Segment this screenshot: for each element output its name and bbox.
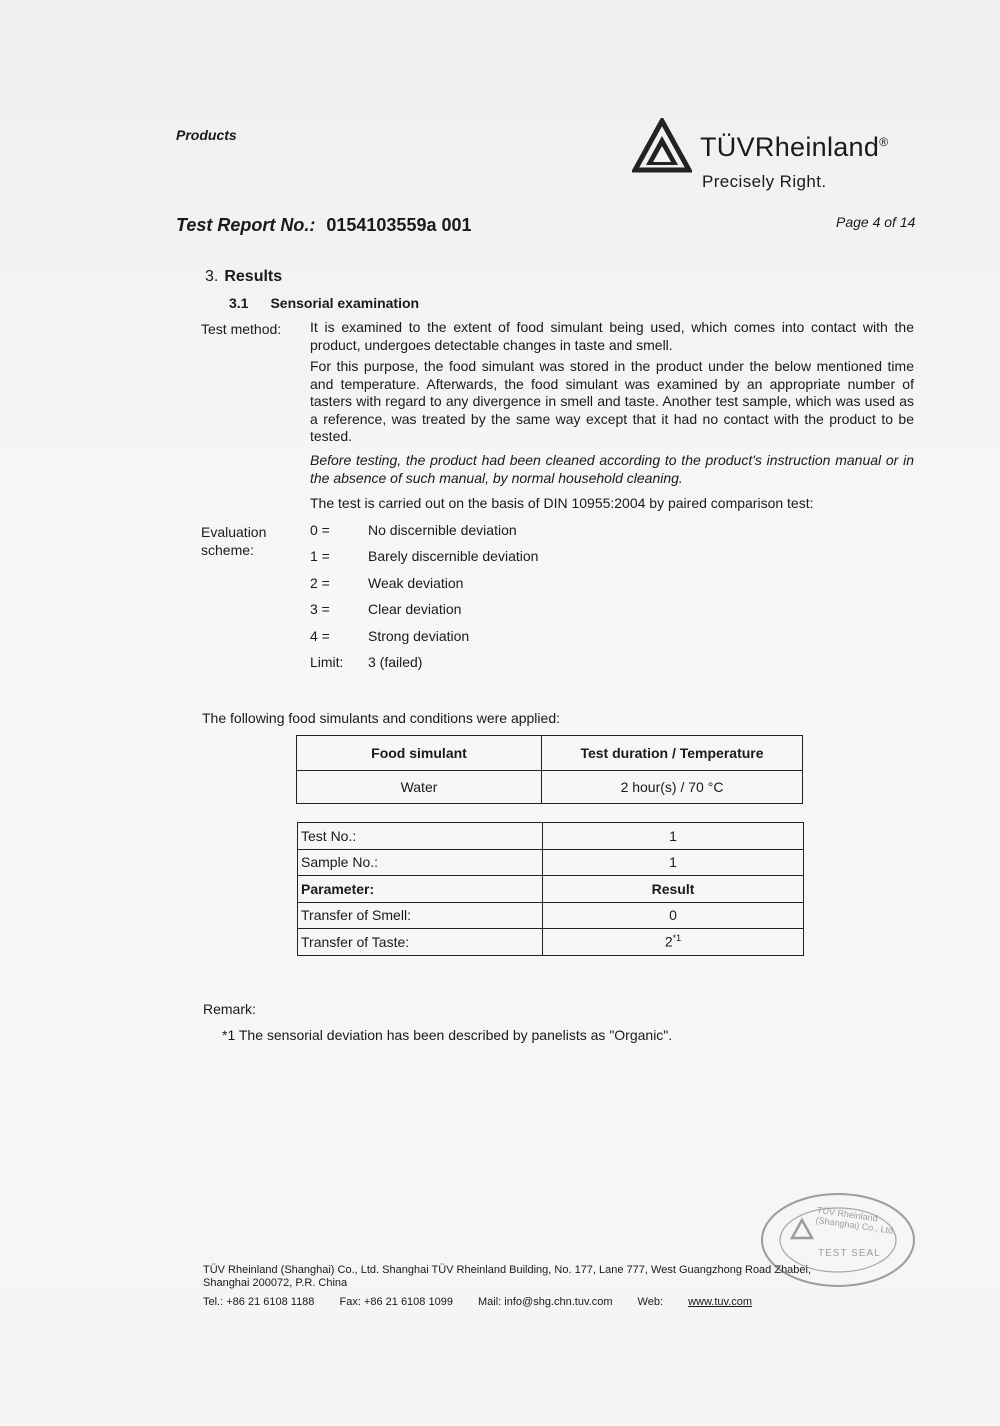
scheme-limit — [310, 654, 538, 680]
table-cell: Water — [297, 771, 542, 804]
scheme-key: 0 = — [310, 522, 330, 538]
footer-web-link[interactable]: www.tuv.com — [688, 1296, 753, 1308]
table-cell: Test No.: — [298, 823, 543, 850]
table-row — [298, 929, 804, 956]
method-paragraph-4: The test is carried out on the basis of DIN 10955:2004 by paired comparison test: — [310, 495, 814, 511]
results-table — [297, 822, 804, 956]
footer-address-line2: Shanghai 200072, P.R. China — [203, 1277, 348, 1289]
table-header-cell: Parameter: — [298, 876, 543, 903]
evaluation-label-line2: scheme: — [201, 542, 254, 558]
footer-address — [203, 1264, 811, 1290]
scheme-value: No discernible deviation — [368, 522, 517, 538]
table-cell: 1 — [543, 849, 804, 876]
table-row — [297, 771, 803, 804]
footer-web — [638, 1296, 753, 1308]
subsection-number: 3.1 — [229, 295, 249, 311]
brand-tagline: Precisely Right. — [702, 172, 827, 191]
section-label: Products — [176, 127, 237, 143]
table-cell: 1 — [543, 823, 804, 850]
scheme-item — [310, 522, 538, 548]
scheme-key: 2 = — [310, 574, 330, 591]
footer-mail: Mail: info@shg.chn.tuv.com — [478, 1296, 613, 1308]
footer-address-line1: TÜV Rheinland (Shanghai) Co., Ltd. Shanghai TÜV Rheinland Building, No. 177, Lane 777, West Guangzhong Road Zhabei, — [203, 1264, 812, 1276]
remark-label: Remark: — [203, 1001, 256, 1017]
method-paragraph-2: For this purpose, the food simulant was stored in the product under the below mentioned time and temperature. Afterwards, the food simulant was examined by an appropriate number of tasters with regard to any divergence in smell and taste. Another test sample, which was used as a reference, was treated by the same way except that it had no contact with the product to be tested. — [310, 358, 914, 444]
table-cell: Transfer of Taste: — [298, 929, 543, 956]
scheme-item — [310, 628, 538, 654]
brand-name-text: TÜVRheinland — [700, 132, 880, 162]
result-value: 2 — [664, 934, 673, 951]
scheme-item — [310, 601, 538, 627]
footer-tel: Tel.: +86 21 6108 1188 — [203, 1296, 315, 1308]
table-header-cell: Result — [543, 876, 804, 903]
table-header-cell: Test duration / Temperature — [542, 736, 803, 771]
report-number-label: Test Report No.: — [176, 215, 316, 235]
scheme-key: Limit: — [310, 653, 344, 670]
test-method-label: Test method: — [201, 321, 282, 337]
conditions-intro: The following food simulants and conditions were applied: — [202, 710, 560, 726]
table-row — [298, 849, 804, 876]
evaluation-scheme — [310, 522, 538, 680]
scheme-key: 3 = — [310, 601, 330, 618]
table-row — [298, 823, 804, 850]
report-number — [176, 215, 472, 236]
section-heading — [205, 268, 282, 286]
scheme-item — [310, 548, 538, 574]
registered-mark: ® — [879, 135, 889, 149]
tuv-logo — [632, 118, 932, 198]
footnote-marker: *1 — [672, 933, 682, 944]
table-row — [298, 902, 804, 929]
page-number: Page 4 of 14 — [836, 214, 916, 230]
footer-web-label: Web: — [637, 1296, 664, 1308]
table-cell: 2 hour(s) / 70 °C — [542, 771, 803, 804]
table-cell: Transfer of Smell: — [298, 902, 543, 929]
conditions-table — [296, 735, 803, 804]
brand-name — [700, 132, 888, 163]
tuv-triangle-icon — [632, 118, 692, 174]
table-header-cell: Food simulant — [297, 736, 542, 771]
scheme-value: Barely discernible deviation — [368, 548, 539, 565]
method-paragraph-3: Before testing, the product had been cleaned according to the product's instruction manual or in the absence of such manual, by normal household cleaning. — [310, 452, 914, 486]
footer-contacts — [203, 1296, 774, 1308]
scheme-value: 3 (failed) — [368, 653, 423, 670]
stamp-text-inner: TEST SEAL — [818, 1248, 881, 1259]
scheme-value: Weak deviation — [368, 574, 464, 591]
table-cell: Sample No.: — [298, 849, 543, 876]
evaluation-label-line1: Evaluation — [201, 524, 267, 540]
method-paragraph-1: It is examined to the extent of food simulant being used, which comes into contact with the product, undergoes detectable changes in taste and smell. — [310, 319, 914, 353]
table-header-row — [298, 876, 804, 903]
subsection-heading — [229, 295, 419, 311]
scheme-item — [310, 575, 538, 601]
scheme-value: Clear deviation — [368, 601, 462, 618]
evaluation-label — [201, 523, 266, 559]
subsection-title: Sensorial examination — [270, 295, 420, 311]
section-number: 3. — [205, 268, 219, 285]
scheme-value: Strong deviation — [368, 627, 470, 644]
table-cell: 0 — [543, 902, 804, 929]
footer-fax: Fax: +86 21 6108 1099 — [339, 1296, 453, 1308]
table-cell — [543, 929, 804, 956]
section-title: Results — [224, 268, 283, 285]
stamp-text-outer: TÜV Rheinland (Shanghai) Co., Ltd. — [815, 1204, 897, 1237]
report-number-value: 0154103559a 001 — [326, 215, 472, 235]
scheme-key: 4 = — [310, 627, 330, 644]
table-header-row — [297, 736, 803, 771]
scheme-key: 1 = — [310, 548, 330, 565]
remark-note: *1 The sensorial deviation has been described by panelists as "Organic". — [222, 1027, 673, 1043]
